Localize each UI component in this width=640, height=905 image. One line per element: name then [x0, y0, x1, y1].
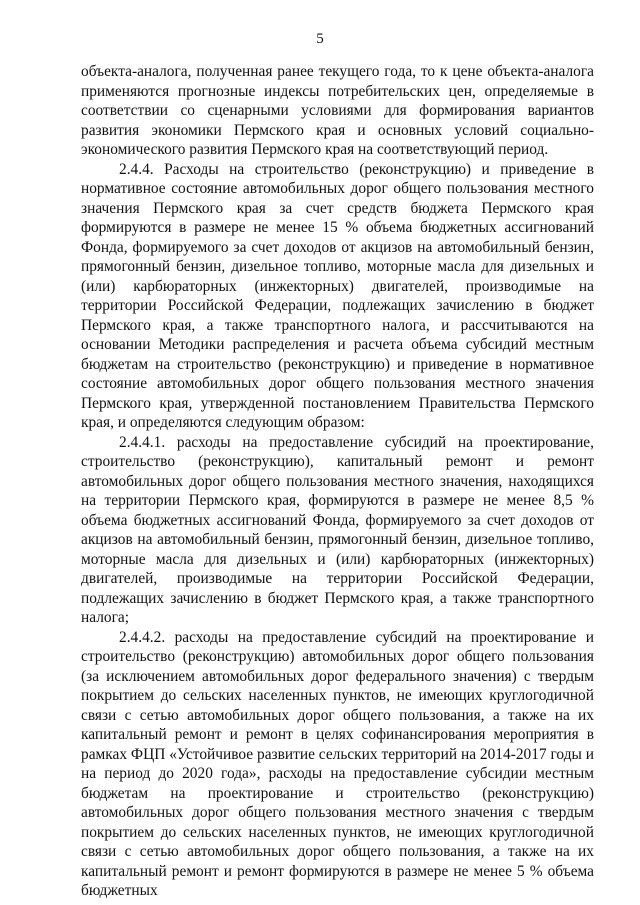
paragraph-2-4-4-1: 2.4.4.1. расходы на предоставление субсидий на проектирование, строительство (реконструкцию), капитальный ремонт и ремонт автомобильных дорог общего пользования местного значения, находящихся на территории Пермского края, формируются в размере не менее 8,5 % объема бюджетных ассигнований Фонда, формируемого за счет доходов от акцизов на автомобильный бензин, прямогонный бензин, дизельное топливо, моторные масла для дизельных и (или) карбюраторных (инжекторных) двигателей, производимые на территории Российской Федерации, подлежащих зачислению в бюджет Пермского края, а также транспортного налога;: [81, 433, 594, 626]
paragraph-2-4-4-2: 2.4.4.2. расходы на предоставление субсидий на проектирование и строительство (реконструкцию) автомобильных дорог общего пользования (за исключением автомобильных дорог федерального значения) с твердым покрытием до сельских населенных пунктов, не имеющих круглогодичной связи с сетью автомобильных дорог общего пользования, а также на их капитальный ремонт и ремонт в целях софинансирования мероприятия в рамках ФЦП «Устойчивое развитие сельских территорий на 2014-2017 годы и на период до 2020 года», расходы на предоставление субсидии местным бюджетам на проектирование и строительство (реконструкцию) автомобильных дорог общего пользования местного значения с твердым покрытием до сельских населенных пунктов, не имеющих круглогодичной связи с сетью автомобильных дорог общего пользования, а также на их капитальный ремонт и ремонт формируются в размере не менее 5 % объема бюджетных: [81, 628, 594, 899]
document-body: [81, 62, 594, 901]
paragraph-continuation: объекта-аналога, полученная ранее текущего года, то к цене объекта-аналога применяются прогнозные индексы потребительских цен, определяемые в соответствии со сценарными условиями для формирования вариантов развития экономики Пермского края и основных условий социально-экономического развития Пермского края на соответствующий период.: [81, 63, 594, 158]
paragraph-2-4-4: 2.4.4. Расходы на строительство (реконструкцию) и приведение в нормативное состояние автомобильных дорог общего пользования местного значения Пермского края за счет средств бюджета Пермского края формируются в размере не менее 15 % объема бюджетных ассигнований Фонда, формируемого за счет доходов от акцизов на автомобильный бензин, прямогонный бензин, дизельное топливо, моторные масла для дизельных и (или) карбюраторных (инжекторных) двигателей, производимые на территории Российской Федерации, подлежащих зачислению в бюджет Пермского края, а также транспортного налога, и рассчитываются на основании Методики распределения и расчета объема субсидий местным бюджетам на строительство (реконструкцию) и приведение в нормативное состояние автомобильных дорог общего пользования местного значения Пермского края, утвержденной постановлением Правительства Пермского края, и определяются следующим образом:: [81, 160, 594, 431]
page-number: 5: [316, 31, 324, 47]
